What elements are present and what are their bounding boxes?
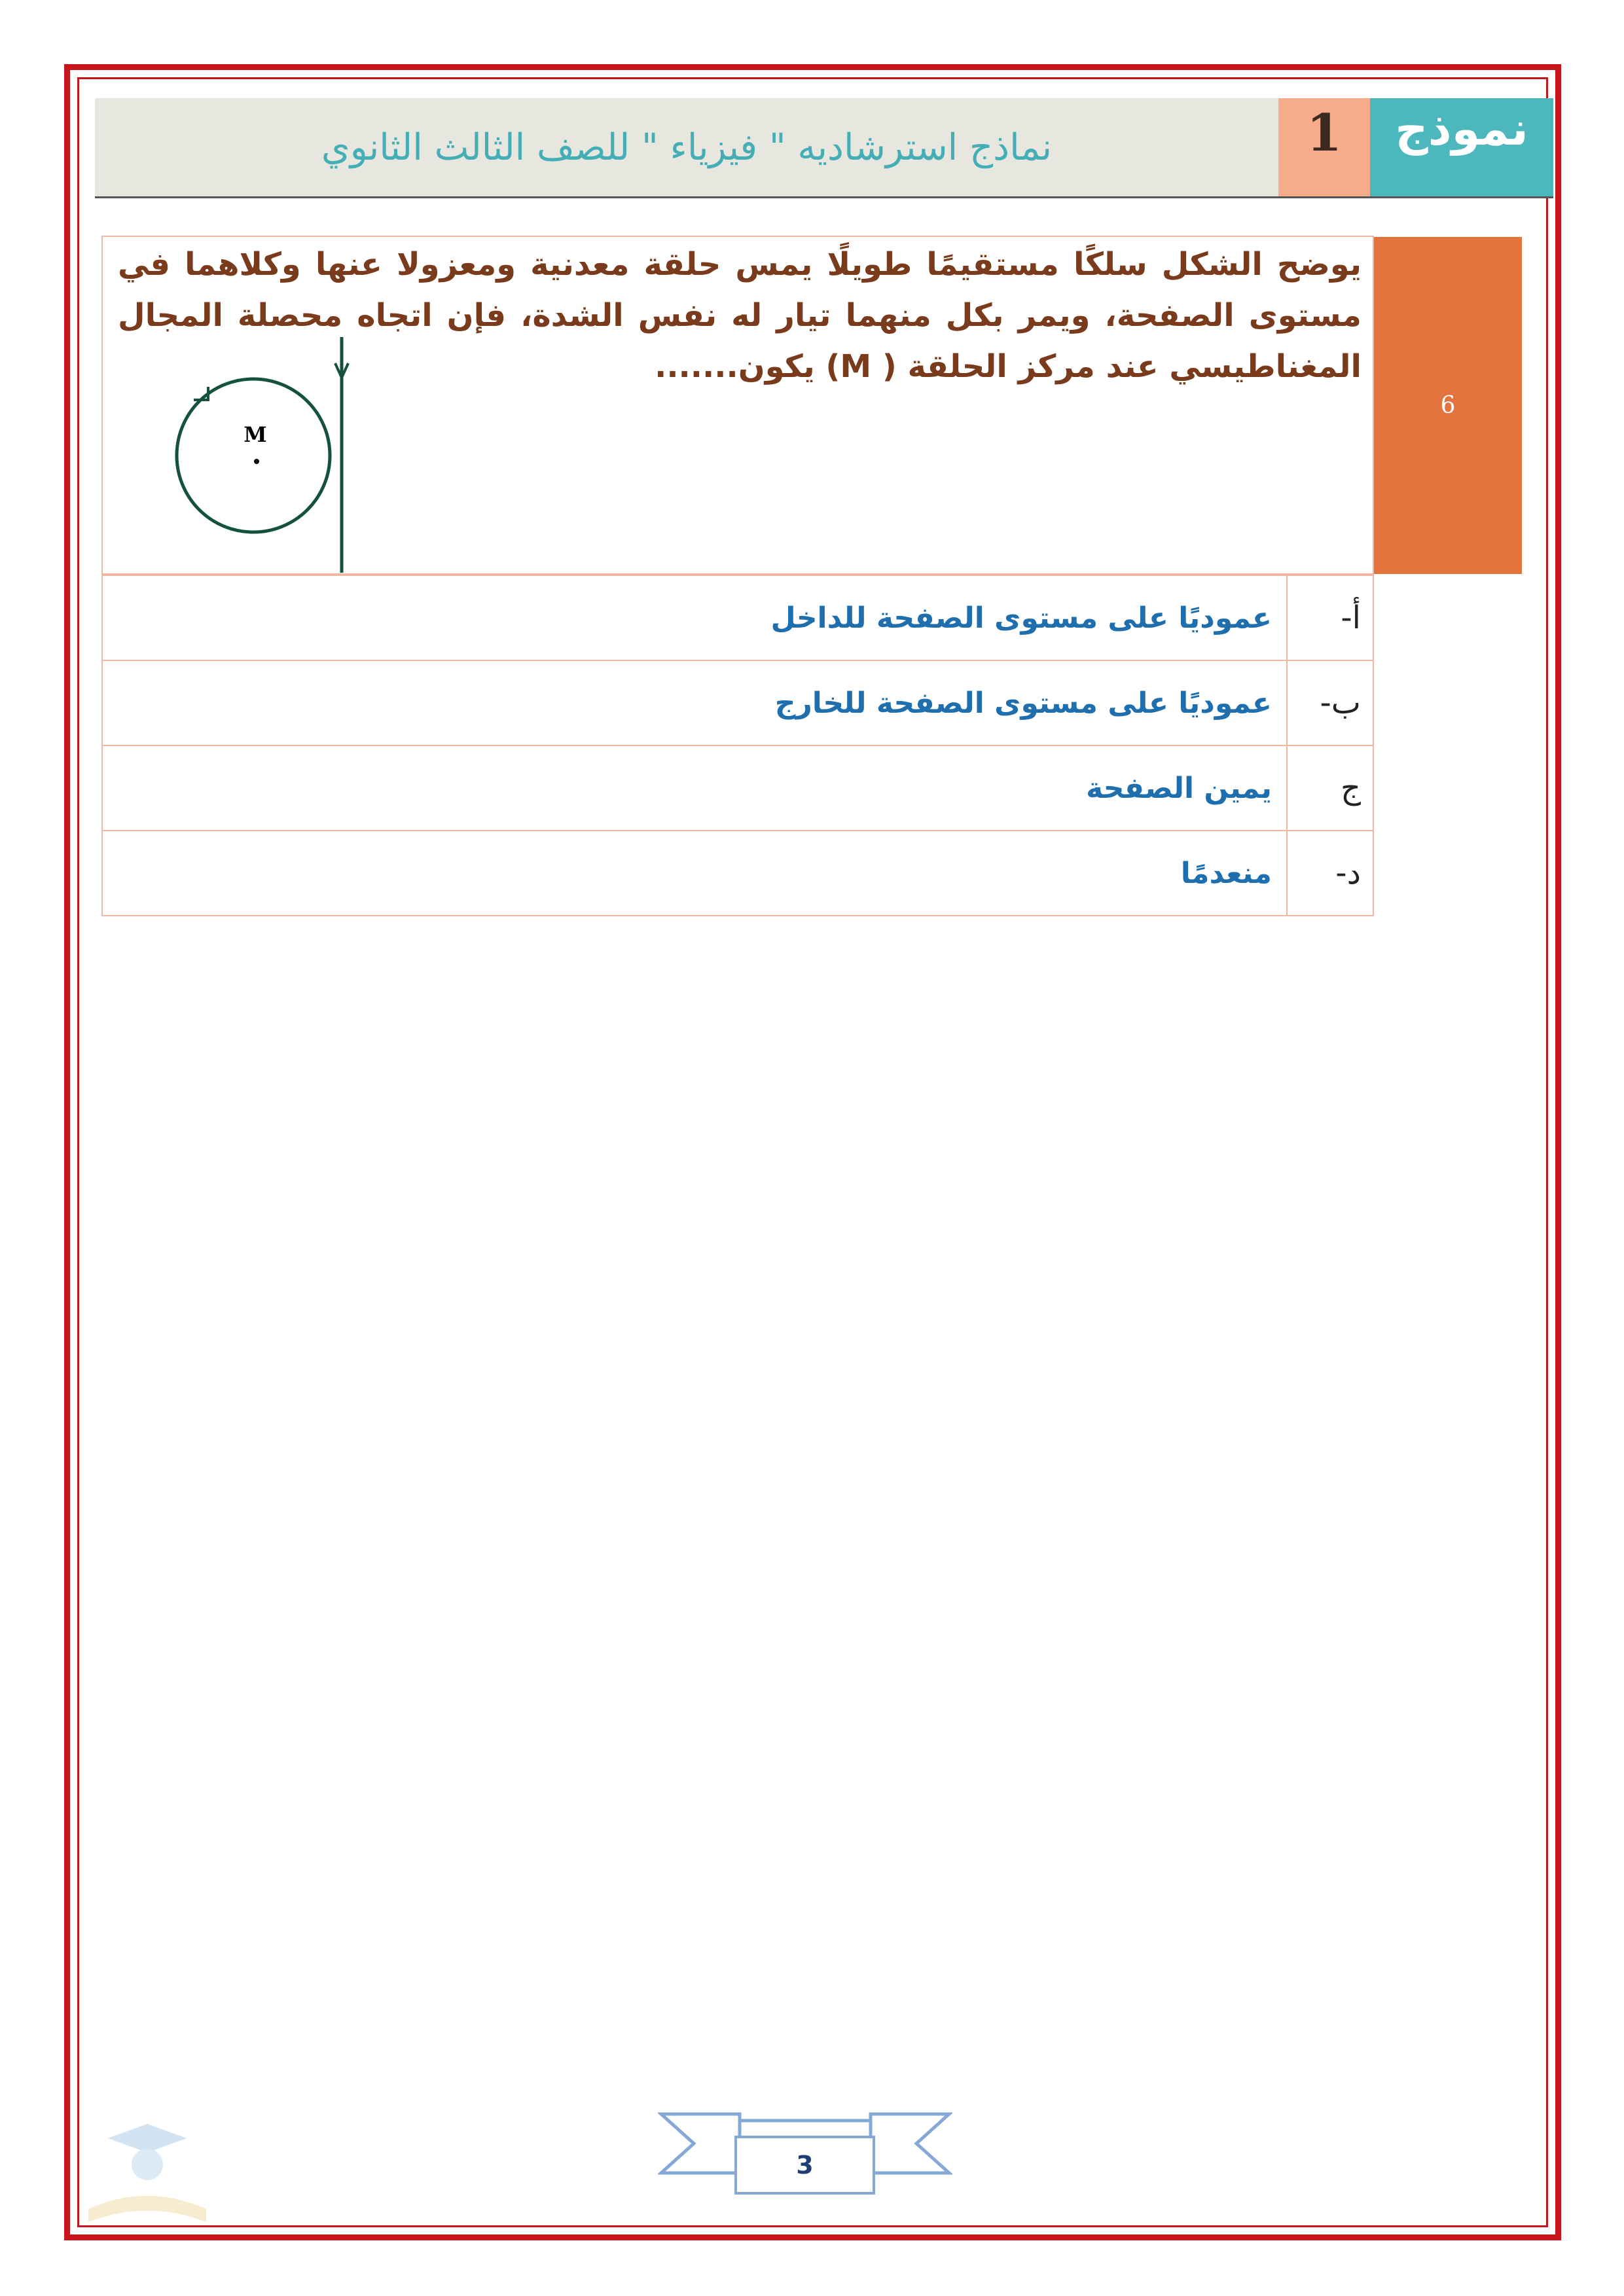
option-letter: ج — [1287, 745, 1373, 831]
metal-loop — [177, 379, 330, 532]
ribbon-right — [871, 2114, 949, 2173]
options-table — [101, 575, 1374, 916]
option-letter: د- — [1287, 831, 1373, 916]
mortarboard-icon — [108, 2124, 187, 2153]
option-text: يمين الصفحة — [102, 745, 1287, 831]
wire-loop-figure — [170, 337, 367, 573]
center-label: M — [244, 422, 267, 447]
header-title: نماذج استرشاديه " فيزياء " للصف الثالث الثانوي — [321, 126, 1053, 169]
question-number: 6 — [1440, 392, 1456, 419]
question-text: يوضح الشكل سلكًا مستقيمًا طويلًا يمس حلقة معدنية ومعزولا عنها وكلاهما في مستوى الصفحة، ويمر بكل منهما تيار له نفس الشدة، فإن اتجاه محصلة المجال المغناطيسي عند مركز الحلقة ( M) يكون....... — [118, 246, 1362, 385]
model-label: نموذج — [1395, 102, 1528, 156]
header-title-bar — [95, 98, 1278, 198]
question-number-cell — [1374, 237, 1522, 574]
option-letter: ب- — [1287, 660, 1373, 745]
student-head-icon — [132, 2149, 163, 2180]
center-dot — [254, 459, 259, 464]
model-number: 1 — [1306, 103, 1343, 163]
open-book-icon — [88, 2196, 206, 2222]
option-text: عموديًا على مستوى الصفحة للخارج — [102, 660, 1287, 745]
option-row[interactable] — [102, 575, 1373, 660]
option-row[interactable] — [102, 660, 1373, 745]
option-row[interactable] — [102, 831, 1373, 916]
page-number-box — [734, 2136, 875, 2195]
watermark-logo — [62, 2111, 232, 2242]
option-text: منعدمًا — [102, 831, 1287, 916]
header-model-number — [1278, 98, 1370, 198]
option-text: عموديًا على مستوى الصفحة للداخل — [102, 575, 1287, 660]
page-number: 3 — [796, 2151, 814, 2179]
header-model-label — [1370, 98, 1553, 198]
option-letter: أ- — [1287, 575, 1373, 660]
ribbon-left — [661, 2114, 740, 2173]
option-row[interactable] — [102, 745, 1373, 831]
